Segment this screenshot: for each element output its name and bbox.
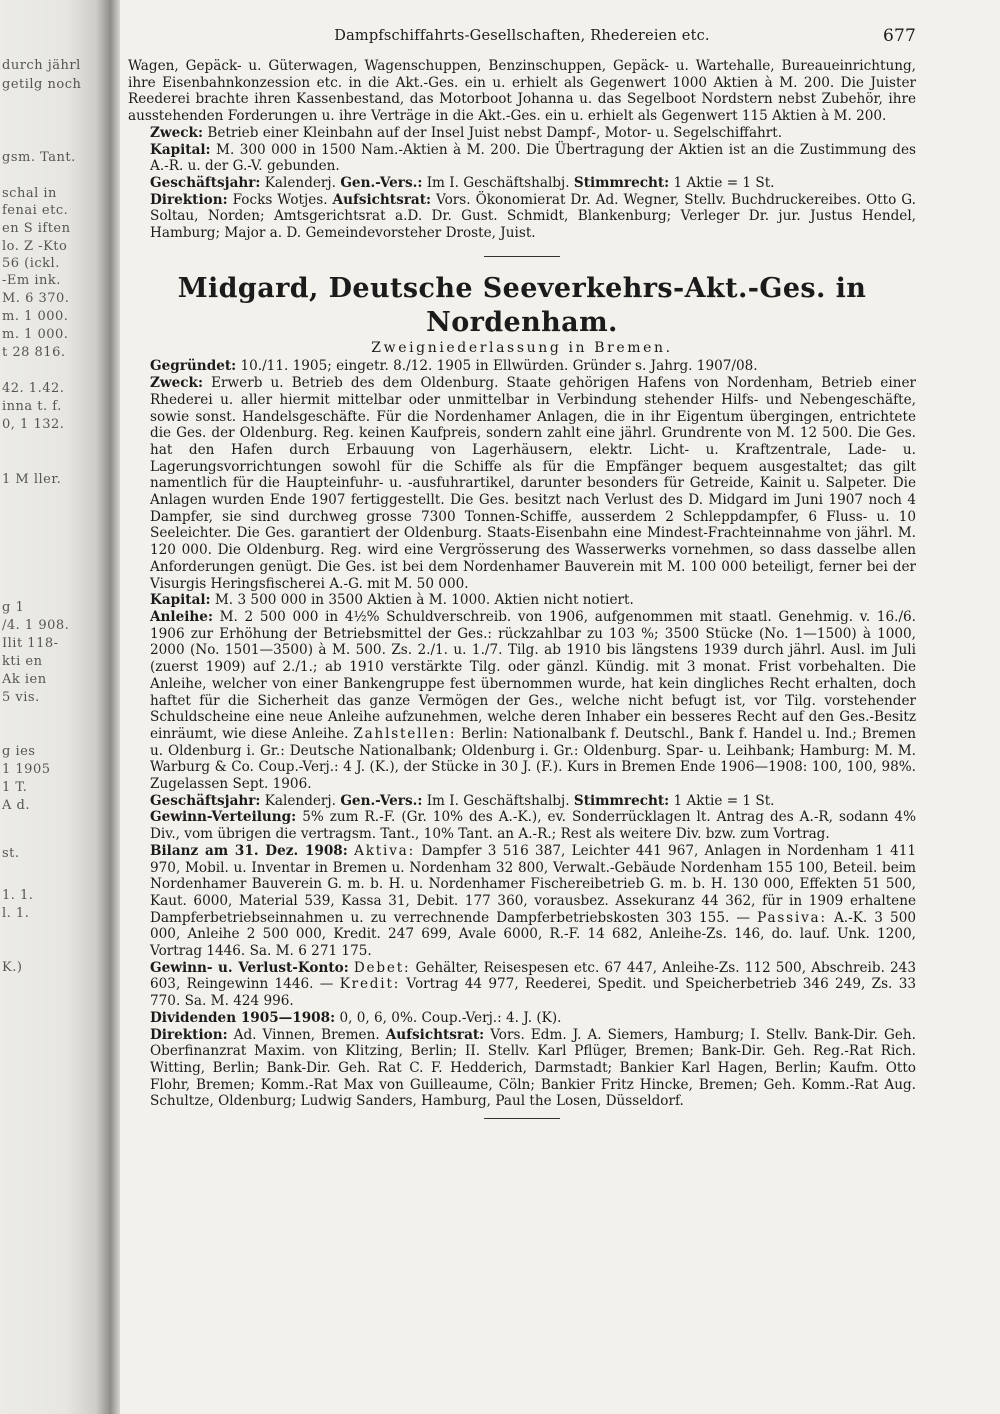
entry-paragraph <box>128 1010 916 1027</box>
field-label: Aufsichtsrat: <box>332 191 432 208</box>
section-divider <box>484 256 560 257</box>
company-title: Midgard, Deutsche Seeverkehrs-Akt.-Ges. in Nordenham. <box>177 272 867 338</box>
field-label: Bilanz am 31. Dez. 1908: <box>150 842 348 859</box>
margin-fragment: -Em ink. <box>2 273 61 288</box>
margin-fragment: 5 vis. <box>2 690 40 705</box>
field-label: Aufsichtsrat: <box>385 1026 485 1043</box>
entry-paragraph <box>128 592 916 609</box>
page-number: 677 <box>882 26 916 46</box>
field-label: Zweck: <box>150 375 203 392</box>
margin-fragment: K.) <box>2 960 23 975</box>
field-value: Gehälter, Reisespesen etc. 67 447, Anleihe-Zs. 112 500, Abschreib. 243 603, Reingewinn 1446. — <box>150 959 916 993</box>
field-value: M. 300 000 in 1500 Nam.-Aktien à M. 200. Die Übertragung der Aktien ist an die Zustimmung des A.-R. u. der G.-V. gebunden. <box>150 141 916 175</box>
field-value: Focks Wotjes. <box>232 191 328 208</box>
field-value: Kalenderj. <box>264 174 336 191</box>
field-label: Stimmrecht: <box>573 174 670 191</box>
field-value: Berlin: Nationalbank f. Deutschl., Bank f. Handel u. Ind.; Bremen u. Oldenburg i. Gr.: Deutsche Nationalbank; Oldenburg i. Gr.: Oldenburg. Spar- u. Leihbank; Hamburg: M. M. Warburg & Co. Coup.-Verj.: 4 J. (K.), der Stücke in 30 J. (F.). Kurs in Bremen Ende 1906—1908: 100, 100, 98%. Zugelassen Sept. 1906. <box>150 725 917 793</box>
field-value: A.-K. 3 500 000, Anleihe 2 500 000, Kredit. 247 699, Avale 6000, R.-F. 14 682, Anleihe-Zs. 146, do. lauf. Unk. 1200, Vortrag 1446. Sa. M. 6 271 175. <box>150 909 917 960</box>
company-entry <box>128 272 916 1110</box>
field-label: Gen.-Vers.: <box>340 792 423 809</box>
margin-fragment: lo. Z -Kto <box>2 239 68 254</box>
margin-fragment: 1 M ller. <box>2 472 62 487</box>
margin-fragment: schal in <box>2 186 57 201</box>
field-value: Im I. Geschäftshalbj. <box>426 174 570 191</box>
entry-paragraph <box>128 843 916 960</box>
entry-paragraph <box>128 125 916 142</box>
field-value: Im I. Geschäftshalbj. <box>426 792 570 809</box>
entry-paragraph <box>128 809 916 842</box>
field-value: Vors. Edm. J. A. Siemers, Hamburg; I. Stellv. Bank-Dir. Geh. Oberfinanzrat Maxim. von Klitzing, Berlin; II. Stellv. Karl Pflüger, Bremen; Bank-Dir. Geh. Reg.-Rat Rich. Witting, Berlin; Bank-Dir. Geh. Rat C. F. Hedderich, Darmstadt; Bankier Karl Hagen, Berlin; Kaufm. Otto Flohr, Bremen; Komm.-Rat Max von Guilleaume, Cöln; Bankier Fritz Hincke, Bremen; Geh. Komm.-Rat Aug. Schultze, Oldenburg; Ludwig Sanders, Hamburg, Paul the Losen, Düsseldorf. <box>150 1026 916 1110</box>
margin-fragment: m. 1 000. <box>2 309 69 324</box>
margin-fragment: M. 6 370. <box>2 291 70 306</box>
field-value: 5% zum R.-F. (Gr. 10% des A.-K.), ev. Sonderrücklagen lt. Antrag des A.-R, sodann 4% Div., vom übrigen die vertragsm. Tant., 10% Tant. an A.-R.; Rest als weitere Div. bzw. zum Vortrag. <box>150 809 916 843</box>
entry-paragraph <box>128 793 916 810</box>
field-label: Kredit: <box>339 976 401 993</box>
margin-fragment: st. <box>2 846 20 861</box>
page-header <box>128 28 916 58</box>
field-label: Geschäftsjahr: <box>150 174 261 191</box>
field-value: M. 3 500 000 in 3500 Aktien à M. 1000. Aktien nicht notiert. <box>214 592 634 609</box>
field-label: Debet: <box>353 959 411 976</box>
field-label: Dividenden 1905—1908: <box>150 1009 336 1026</box>
entry-paragraph <box>128 175 916 192</box>
field-value: 10./11. 1905; eingetr. 8./12. 1905 in Ellwürden. Gründer s. Jahrg. 1907/08. <box>240 358 758 375</box>
margin-fragment: gsm. Tant. <box>2 150 76 165</box>
running-title: Dampfschiffahrts-Gesellschaften, Rhedereien etc. <box>334 28 710 44</box>
field-label: Geschäftsjahr: <box>150 792 261 809</box>
entry-paragraph <box>128 1027 916 1111</box>
document-page <box>128 28 916 1119</box>
margin-fragment: g ies <box>2 744 36 759</box>
margin-fragment: getilg noch <box>2 77 82 92</box>
margin-fragment: kti en <box>2 654 43 669</box>
margin-fragment: fenai etc. <box>2 203 69 218</box>
entry-paragraph <box>128 358 916 375</box>
field-label: Gen.-Vers.: <box>340 174 423 191</box>
section-divider <box>484 1118 560 1119</box>
field-value: Erwerb u. Betrieb des dem Oldenburg. Staate gehörigen Hafens von Nordenham, Betrieb einer Rhederei u. aller hiermit mittelbar oder unmittelbar in Verbindung stehender Hilfs- und Nebengeschäfte, sowie sonst. Handelsgeschäfte. Für die Nordenhamer Anlagen, die in ihr Eigentum übergingen, entrichtete die Ges. der Oldenburg. Reg. keinen Kaufpreis, sondern zahlt eine jährl. Grundrente von M. 12 500. Die Ges. hat den Hafen durch Erbauung von Lagerhäusern, elektr. Licht- u. Kraftzentrale, Lade- u. Lagerungsvorrichtungen sowohl für die Schiffe als für die Empfänger bequem ausgestaltet; das gilt namentlich für die Haupteinfuhr- u. -ausfuhrartikel, darunter besonders für Getreide, Kainit u. Salpeter. Die Anlagen wurden Ende 1907 fertiggestellt. Die Ges. besitzt nach Verlust des D. Midgard im Juni 1907 noch 4 Dampfer, sie sind durchweg grosse 7300 Tonnen-Schiffe, ausserdem 2 Schleppdampfer, 6 Fluss- u. 10 Seeleichter. Die Ges. garantiert der Oldenburg. Staats-Eisenbahn eine Mindest-Frachteinnahme von jährl. M. 120 000. Die Oldenburg. Reg. wird eine Vergrösserung des Wasserwerks vornehmen, so dass dasselbe allen Anforderungen genügt. Die Ges. ist bei dem Nordenhamer Bauverein mit M. 100 000 beteiligt, ferner bei der Visurgis Heringsfischerei A.-G. mit M. 50 000. <box>150 375 916 592</box>
field-value: Vors. Ökonomierat Dr. Ad. Wegner, Stellv. Buchdruckereibes. Otto G. Soltau, Norden; Amtsgerichtsrat a.D. Dr. Gust. Schmidt, Blankenburg; Verleger Dr. jur. Justus Hendel, Hamburg; Major a. D. Gemeindevorsteher Droste, Juist. <box>150 191 916 242</box>
margin-fragment: t 28 816. <box>2 345 66 360</box>
margin-fragment: 56 (ickl. <box>2 256 60 271</box>
margin-fragment: 1. 1. <box>2 888 34 903</box>
field-value: 1 Aktie = 1 St. <box>673 174 775 191</box>
field-value: Vortrag 44 977, Reederei, Spedit. und Speicherbetrieb 346 249, Zs. 33 770. Sa. M. 424 996. <box>150 976 916 1010</box>
field-label: Zweck: <box>150 124 203 141</box>
entry-paragraph: Wagen, Gepäck- u. Güterwagen, Wagenschuppen, Benzinschuppen, Gepäck- u. Wartehalle, Bureaueinrichtung, ihre Eisenbahnkonzession etc. in die Akt.-Ges. ein u. erhielt als Gegenwert 1000 Aktien à M. 200. Die Juister Reederei brachte ihren Kassenbestand, das Motorboot Johanna u. das Segelboot Nordstern nebst Zubehör, ihre ausstehenden Forderungen u. ihre Verträge in die Akt.-Ges. ein u. erhielt als Gegenwert 115 Aktien à M. 200. <box>128 58 916 125</box>
field-label: Anleihe: <box>150 608 213 625</box>
entry-paragraph <box>128 609 916 793</box>
margin-fragment: en S iften <box>2 221 71 236</box>
field-value: 1 Aktie = 1 St. <box>673 792 775 809</box>
field-value: Dampfer 3 516 387, Leichter 441 967, Anlagen in Nordenham 1 411 970, Mobil. u. Inventar in Bremen u. Nordenham 32 800, Verwalt.-Gebäude Nordenham 155 100, Beteil. beim Nordenhamer Bauverein G. m. b. H. u. Nordenhamer Fischereibetrieb G. m. b. H. 130 000, Effekten 51 500, Kaut. 6000, Material 539, Kassa 31, Debit. 177 360, vorausbez. Assekuranz 44 362, für in 1909 erhaltene Dampferbetriebseinnahmen u. zu verrechnende Dampferbetriebskosten 303 155. — <box>150 842 917 926</box>
entry-paragraph <box>128 960 916 1010</box>
margin-fragment: Ilit 118- <box>2 636 59 651</box>
field-value: Betrieb einer Kleinbahn auf der Insel Juist nebst Dampf-, Motor- u. Segelschiffahrt. <box>207 124 783 141</box>
field-value: M. 2 500 000 in 4½% Schuldverschreib. von 1906, aufgenommen mit staatl. Genehmig. v. 16./6. 1906 zur Erhöhung der Betriebsmittel der Ges.: rückzahlbar zu 103 %; 3500 Stücke (No. 1—1500) à 1000, 2000 (No. 1501—3500) à M. 500. Zs. 2./1. u. 1./7. Tilg. ab 1910 bis längstens 1939 durch jährl. Ausl. im Juli (zuerst 1909) auf 2./1.; ab 1910 verstärkte Tilg. oder gänzl. Kündig. mit 3 monat. Frist vorbehalten. Die Anleihe, welcher von einer Bankengruppe fest übernommen wurde, hat kein dingliches Recht erhalten, doch haftet für die Sicherheit das ganze Vermögen der Ges., welche nicht befugt ist, vor Tilg. vorstehender Schuldscheine eine neue Anleihe aufzunehmen, welche deren Inhaber ein besseres Recht auf den Ges.-Besitz einräumt, wie diese Anleihe. <box>150 608 916 742</box>
previous-page-margin <box>0 0 120 1414</box>
margin-fragment: l. 1. <box>2 906 30 921</box>
margin-fragment: 1 T. <box>2 780 28 795</box>
margin-fragment: /4. 1 908. <box>2 618 70 633</box>
margin-fragment: A d. <box>2 798 30 813</box>
margin-fragment: m. 1 000. <box>2 327 69 342</box>
field-label: Stimmrecht: <box>573 792 670 809</box>
field-label: Gewinn-Verteilung: <box>150 809 297 826</box>
margin-fragment: inna t. f. <box>2 399 62 414</box>
field-label: Direktion: <box>150 1026 228 1043</box>
field-label: Direktion: <box>150 191 228 208</box>
margin-fragment: 42. 1.42. <box>2 381 65 396</box>
field-label: Gegründet: <box>150 358 237 375</box>
margin-fragment: durch jährl <box>2 58 81 73</box>
previous-company-entry <box>128 58 916 242</box>
margin-fragment: 0, 1 132. <box>2 417 65 432</box>
field-label: Zahlstellen: <box>353 725 457 742</box>
entry-paragraph <box>128 192 916 242</box>
company-subtitle: Zweigniederlassung in Bremen. <box>371 339 673 356</box>
field-label: Passiva: <box>757 909 827 926</box>
margin-fragment: g 1 <box>2 600 25 615</box>
entry-paragraph <box>128 142 916 175</box>
margin-fragment: 1 1905 <box>2 762 51 777</box>
field-label: Gewinn- u. Verlust-Konto: <box>150 959 349 976</box>
field-value: Kalenderj. <box>264 792 336 809</box>
field-label: Kapital: <box>150 141 211 158</box>
field-label: Aktiva: <box>354 842 415 859</box>
margin-fragment: Ak ien <box>2 672 47 687</box>
field-value: 0, 0, 6, 0%. Coup.-Verj.: 4. J. (K). <box>339 1009 562 1026</box>
entry-paragraph <box>128 375 916 592</box>
field-label: Kapital: <box>150 592 211 609</box>
field-value: Ad. Vinnen, Bremen. <box>233 1026 380 1043</box>
